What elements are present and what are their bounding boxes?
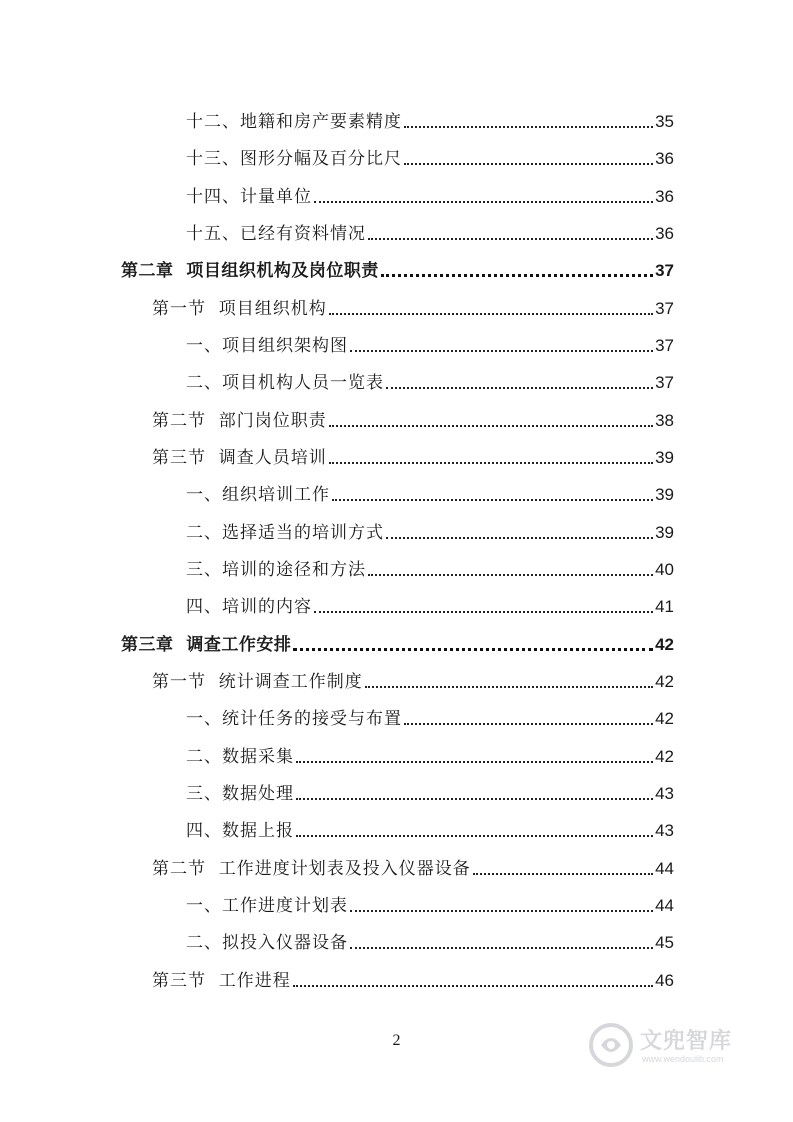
toc-entry-title: 第三章 调查工作安排 [121, 635, 292, 655]
toc-leader-dots [293, 648, 653, 651]
toc-entry-page: 36 [655, 224, 674, 243]
toc-entry-title: 四、数据上报 [186, 821, 294, 841]
toc-entry-title: 一、组织培训工作 [186, 485, 330, 505]
toc-entry[interactable] [186, 219, 674, 245]
toc-section-entry[interactable] [152, 443, 674, 469]
watermark-logo-icon [588, 1022, 634, 1068]
toc-entry-title: 第二章 项目组织机构及岗位职责 [121, 261, 379, 281]
toc-entry-page: 44 [655, 859, 674, 878]
toc-entry-page: 38 [655, 411, 674, 430]
toc-entry-page: 35 [655, 112, 674, 131]
toc-section-entry[interactable] [152, 854, 674, 880]
toc-entry-page: 37 [655, 299, 674, 318]
toc-chapter-entry[interactable] [121, 630, 674, 656]
toc-entry[interactable] [186, 331, 674, 357]
toc-entry-title: 一、项目组织架构图 [186, 336, 348, 356]
toc-entry[interactable] [186, 518, 674, 544]
watermark [588, 1020, 768, 1076]
toc-entry-title: 第一节 项目组织机构 [152, 299, 327, 319]
toc-entry[interactable] [186, 816, 674, 842]
toc-entry[interactable] [186, 891, 674, 917]
toc-entry[interactable] [186, 555, 674, 581]
toc-section-entry[interactable] [152, 294, 674, 320]
toc-leader-dots [314, 611, 653, 613]
toc-leader-dots [350, 350, 653, 352]
toc-leader-dots [296, 835, 653, 837]
toc-entry-title: 第三节 调查人员培训 [152, 448, 327, 468]
toc-entry-title: 十二、地籍和房产要素精度 [186, 112, 402, 132]
toc-leader-dots [350, 910, 653, 912]
toc-entry-title: 十五、已经有资料情况 [186, 224, 366, 244]
toc-entry-page: 42 [655, 635, 674, 654]
toc-entry[interactable] [186, 368, 674, 394]
toc-entry-page: 43 [655, 821, 674, 840]
toc-entry-page: 43 [655, 784, 674, 803]
toc-entry[interactable] [186, 182, 674, 208]
toc-entry-page: 37 [655, 336, 674, 355]
toc-leader-dots [404, 126, 653, 128]
toc-entry-title: 三、培训的途径和方法 [186, 560, 366, 580]
toc-entry-title: 二、项目机构人员一览表 [186, 373, 384, 393]
toc-leader-dots [404, 163, 653, 165]
toc-entry-title: 第二节 部门岗位职责 [152, 411, 327, 431]
toc-entry[interactable] [186, 779, 674, 805]
toc-entry-page: 37 [655, 373, 674, 392]
toc-entry-page: 39 [655, 523, 674, 542]
watermark-url: www.wendoulib.com [642, 1054, 724, 1064]
toc-entry-title: 一、统计任务的接受与布置 [186, 709, 402, 729]
watermark-brand-name: 文兜智库 [640, 1029, 733, 1054]
toc-leader-dots [350, 947, 653, 949]
toc-leader-dots [329, 462, 653, 464]
toc-entry-page: 39 [655, 448, 674, 467]
toc-entry-page: 37 [655, 261, 674, 280]
toc-entry[interactable] [186, 480, 674, 506]
toc-entry-page: 42 [655, 747, 674, 766]
toc-entry-page: 45 [655, 933, 674, 952]
toc-entry-page: 39 [655, 485, 674, 504]
toc-leader-dots [365, 686, 653, 688]
toc-entry-title: 第二节 工作进度计划表及投入仪器设备 [152, 859, 471, 879]
toc-entry[interactable] [186, 144, 674, 170]
toc-entry-title: 一、工作进度计划表 [186, 896, 348, 916]
page-number: 2 [392, 1032, 401, 1049]
toc-entry-title: 十四、计量单位 [186, 187, 312, 207]
toc-entry[interactable] [186, 592, 674, 618]
toc-leader-dots [332, 499, 653, 501]
toc-leader-dots [381, 274, 653, 277]
toc-leader-dots [368, 238, 653, 240]
toc-leader-dots [386, 537, 653, 539]
toc-leader-dots [293, 985, 653, 987]
toc-leader-dots [296, 798, 653, 800]
toc-entry-page: 36 [655, 149, 674, 168]
toc-leader-dots [329, 425, 653, 427]
toc-entry-title: 二、数据采集 [186, 747, 294, 767]
toc-leader-dots [386, 387, 653, 389]
toc-leader-dots [404, 723, 653, 725]
toc-entry-title: 三、数据处理 [186, 784, 294, 804]
toc-leader-dots [473, 873, 653, 875]
toc-entry-title: 第一节 统计调查工作制度 [152, 672, 363, 692]
toc-section-entry[interactable] [152, 406, 674, 432]
toc-entry-title: 第三节 工作进程 [152, 971, 291, 991]
toc-entry-title: 二、选择适当的培训方式 [186, 523, 384, 543]
toc-entry-page: 40 [655, 560, 674, 579]
toc-entry-page: 42 [655, 709, 674, 728]
toc-leader-dots [296, 761, 653, 763]
toc-leader-dots [314, 201, 653, 203]
toc-entry-title: 四、培训的内容 [186, 597, 312, 617]
toc-entry-title: 二、拟投入仪器设备 [186, 933, 348, 953]
toc-section-entry[interactable] [152, 966, 674, 992]
toc-leader-dots [329, 313, 653, 315]
toc-section-entry[interactable] [152, 667, 674, 693]
toc-entry-page: 42 [655, 672, 674, 691]
toc-entry-page: 46 [655, 971, 674, 990]
toc-entry-title: 十三、图形分幅及百分比尺 [186, 149, 402, 169]
toc-entry-page: 36 [655, 187, 674, 206]
toc-entry-page: 44 [655, 896, 674, 915]
toc-leader-dots [368, 574, 653, 576]
toc-entry[interactable] [186, 704, 674, 730]
toc-chapter-entry[interactable] [121, 256, 674, 282]
toc-entry[interactable] [186, 928, 674, 954]
toc-entry[interactable] [186, 107, 674, 133]
toc-entry-page: 41 [655, 597, 674, 616]
toc-entry[interactable] [186, 742, 674, 768]
